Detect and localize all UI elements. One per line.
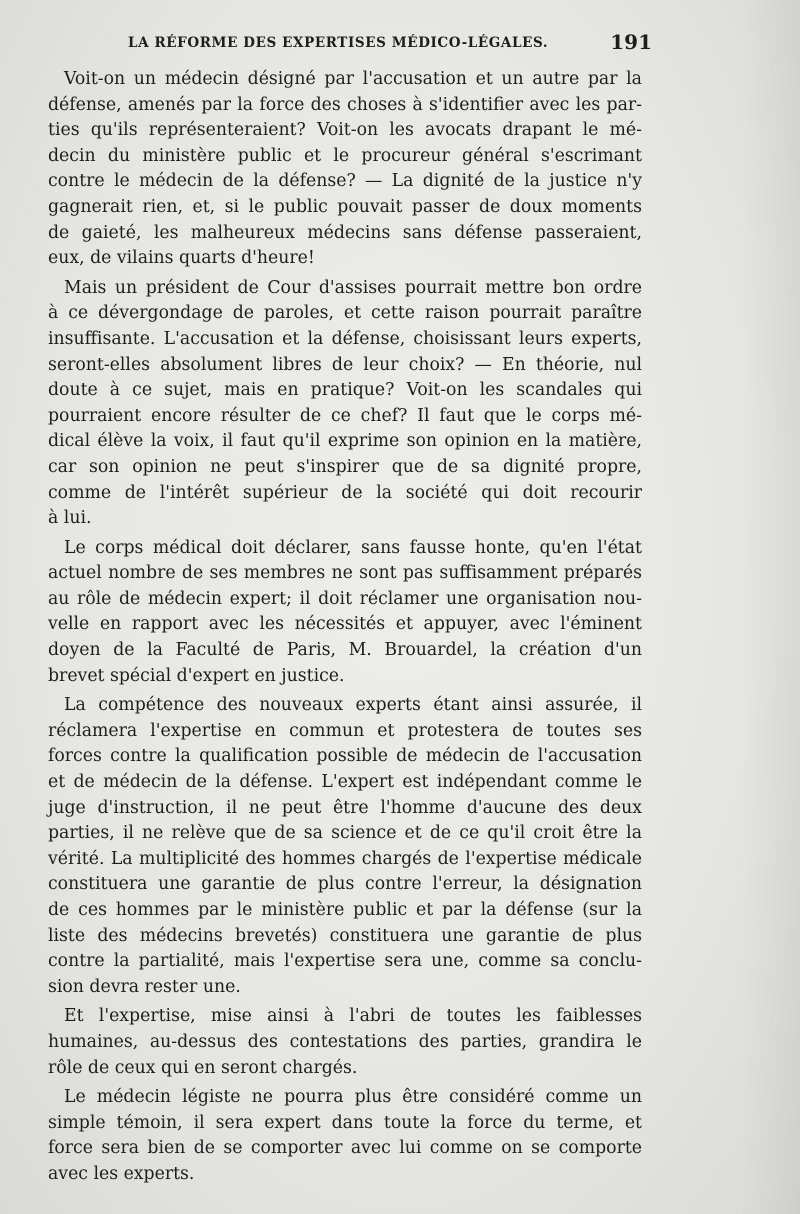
text-line: juge d'instruction, il ne peut être l'homme d'aucune des deux xyxy=(48,797,642,818)
text-line: pourraient encore résulter de ce chef? Il faut que le corps mé- xyxy=(48,405,642,426)
text-line: réclamera l'expertise en commun et protestera de toutes ses xyxy=(48,720,642,741)
text-line: Le corps médical doit déclarer, sans fausse honte, qu'en l'état xyxy=(64,537,642,558)
text-line: ties qu'ils représenteraient? Voit-on les avocats drapant le mé- xyxy=(48,120,642,141)
text-line: decin du ministère public et le procureur général s'escrimant xyxy=(48,145,642,166)
text-line: avec les experts. xyxy=(48,1163,195,1184)
running-title: LA RÉFORME DES EXPERTISES MÉDICO-LÉGALES. xyxy=(128,35,549,51)
text-line: seront-elles absolument libres de leur choix? — En théorie, nul xyxy=(48,354,642,375)
text-line: au rôle de médecin expert; il doit réclamer une organisation nou- xyxy=(48,588,642,609)
text-line: insuffisante. L'accusation et la défense, choisissant leurs experts, xyxy=(48,328,642,349)
text-line: comme de l'intérêt supérieur de la société qui doit recourir xyxy=(48,482,642,503)
paragraph xyxy=(48,536,642,690)
text-line: contre le médecin de la défense? — La dignité de la justice n'y xyxy=(48,171,642,192)
text-line: eux, de vilains quarts d'heure! xyxy=(48,248,315,269)
text-line: actuel nombre de ses membres ne sont pas suffisamment préparés xyxy=(48,563,642,584)
text-line: sion devra rester une. xyxy=(48,976,241,997)
text-line: liste des médecins brevetés) constituera une garantie de plus xyxy=(48,925,642,946)
page-header xyxy=(128,30,652,54)
text-line: simple témoin, il sera expert dans toute la force du terme, et xyxy=(48,1112,642,1133)
text-line: velle en rapport avec les nécessités et appuyer, avec l'éminent xyxy=(48,614,642,635)
text-line: défense, amenés par la force des choses à s'identifier avec les par- xyxy=(48,94,642,115)
text-line: rôle de ceux qui en seront chargés. xyxy=(48,1057,358,1078)
text-line: Et l'expertise, mise ainsi à l'abri de toutes les faiblesses xyxy=(64,1006,642,1027)
text-line: car son opinion ne peut s'inspirer que de sa dignité propre, xyxy=(48,456,642,477)
text-line: dical élève la voix, il faut qu'il exprime son opinion en la matière, xyxy=(48,431,642,452)
text-line: Voit-on un médecin désigné par l'accusation et un autre par la xyxy=(64,69,642,89)
text-line: à lui. xyxy=(48,508,92,529)
text-line: à ce dévergondage de paroles, et cette raison pourrait paraître xyxy=(48,303,642,324)
page-number: 191 xyxy=(610,30,652,54)
text-line: brevet spécial d'expert en justice. xyxy=(48,665,345,686)
text-line: vérité. La multiplicité des hommes chargés de l'expertise médicale xyxy=(48,848,642,869)
text-line: doyen de la Faculté de Paris, M. Brouardel, la création d'un xyxy=(48,640,642,661)
text-line: Le médecin légiste ne pourra plus être considéré comme un xyxy=(64,1087,642,1108)
paragraph xyxy=(48,67,642,272)
text-line: gagnerait rien, et, si le public pouvait passer de doux moments xyxy=(48,196,642,217)
text-line: La compétence des nouveaux experts étant ainsi assurée, il xyxy=(64,695,642,716)
text-line: parties, il ne relève que de sa science et de ce qu'il croit être la xyxy=(48,823,642,844)
text-line: forces contre la qualification possible de médecin de l'accusation xyxy=(48,746,642,767)
paragraph xyxy=(48,276,642,532)
paragraph xyxy=(48,1085,642,1187)
paragraph xyxy=(48,693,642,1000)
text-line: Mais un président de Cour d'assises pourrait mettre bon ordre xyxy=(64,277,642,298)
text-line: contre la partialité, mais l'expertise sera une, comme sa conclu- xyxy=(48,951,642,972)
page-edge-shadow xyxy=(740,0,800,1214)
paragraph xyxy=(48,1004,642,1081)
text-line: et de médecin de la défense. L'expert est indépendant comme le xyxy=(48,772,642,793)
text-line: humaines, au-dessus des contestations des parties, grandira le xyxy=(48,1031,642,1052)
text-line: de gaieté, les malheureux médecins sans défense passeraient, xyxy=(48,222,642,243)
text-line: de ces hommes par le ministère public et par la défense (sur la xyxy=(48,900,642,920)
body-text xyxy=(48,67,642,1192)
text-line: force sera bien de se comporter avec lui comme on se comporte xyxy=(48,1138,642,1159)
text-line: doute à ce sujet, mais en pratique? Voit-on les scandales qui xyxy=(48,380,642,401)
text-line: constituera une garantie de plus contre l'erreur, la désignation xyxy=(48,874,642,895)
